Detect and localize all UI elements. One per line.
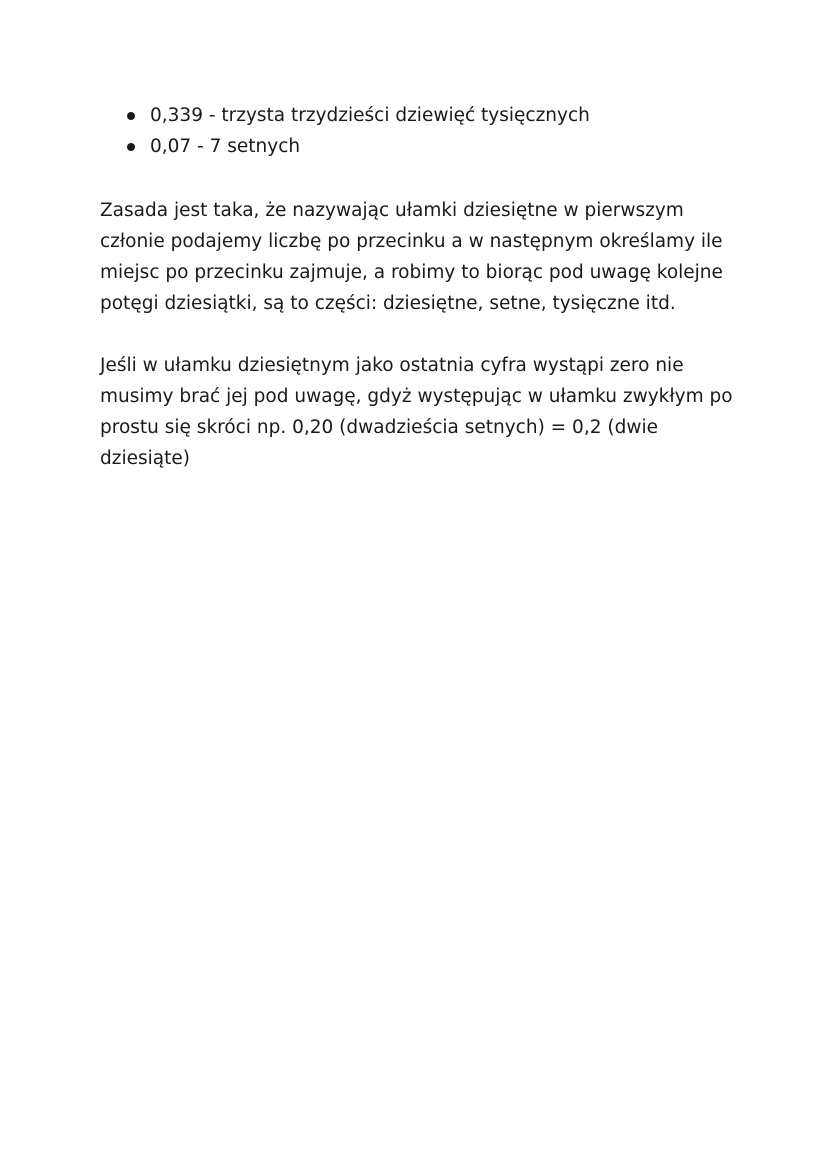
list-item — [124, 131, 590, 162]
paragraph-rule — [100, 195, 740, 319]
paragraph-line: musimy brać jej pod uwagę, gdyż występując w ułamku zwykłym po — [100, 386, 733, 407]
paragraph-line: Zasada jest taka, że nazywając ułamki dziesiętne w pierwszym — [100, 200, 684, 221]
paragraph-line: Jeśli w ułamku dziesiętnym jako ostatnia cyfra wystąpi zero nie — [100, 355, 684, 376]
list-item — [124, 100, 590, 131]
paragraph-line: członie podajemy liczbę po przecinku a w następnym określamy ile — [100, 231, 723, 252]
bullet-list — [124, 100, 590, 162]
bullet-text: 0,339 - trzysta trzydzieści dziewięć tysięcznych — [150, 105, 590, 126]
bullet-dot-icon — [127, 112, 135, 120]
paragraph-line: prostu się skróci np. 0,20 (dwadzieścia setnych) = 0,2 (dwie — [100, 417, 658, 438]
paragraph-line: potęgi dziesiątki, są to części: dziesiętne, setne, tysięczne itd. — [100, 293, 676, 314]
bullet-text: 0,07 - 7 setnych — [150, 136, 301, 157]
bullet-dot-icon — [127, 143, 135, 151]
paragraph-line: miejsc po przecinku zajmuje, a robimy to biorąc pod uwagę kolejne — [100, 262, 723, 283]
paragraph-trailing-zero — [100, 350, 740, 474]
paragraph-line: dziesiąte) — [100, 448, 190, 469]
